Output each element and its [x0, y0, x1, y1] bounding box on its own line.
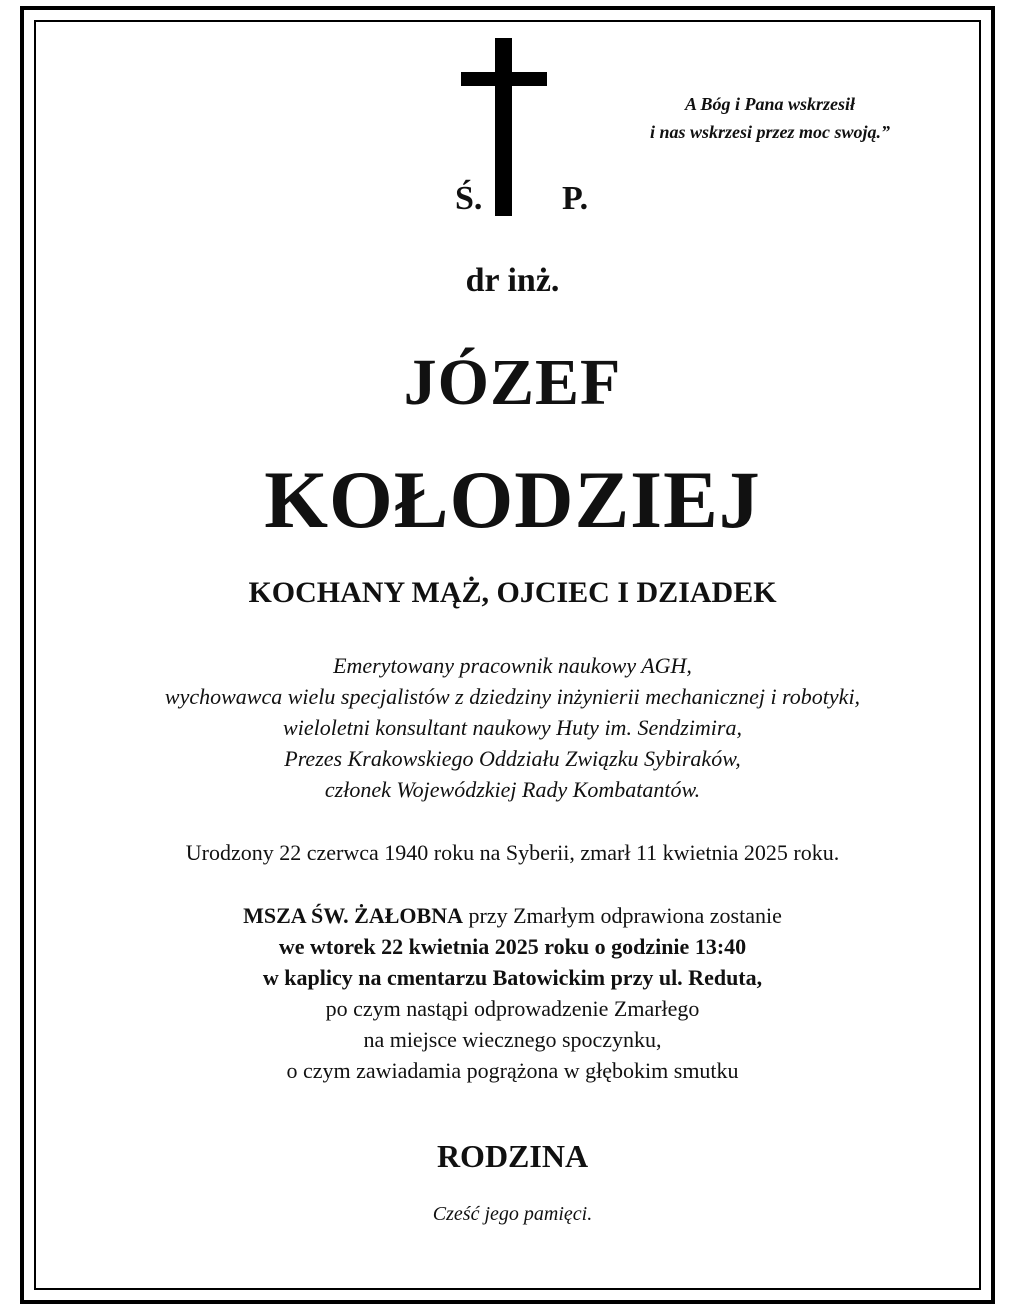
last-name: KOŁODZIEJ [264, 454, 761, 545]
mass-label: MSZA ŚW. ŻAŁOBNA [243, 903, 463, 928]
bio-line: wychowawca wielu specjalistów z dziedziny inżynierii mechanicznej i robotyki, [164, 684, 861, 709]
funeral-line-1 [40, 900, 985, 931]
bio-line: Emerytowany pracownik naukowy AGH, [333, 653, 692, 678]
academic-title: dr inż. [465, 262, 560, 299]
p-letter: P. [562, 180, 589, 217]
bible-quote [580, 90, 960, 146]
mass-text: przy Zmarłym odprawiona zostanie [462, 903, 782, 928]
bio-line: członek Wojewódzkiej Rady Kombatantów. [324, 777, 701, 802]
s-letter: Ś. [455, 180, 483, 217]
funeral-place: w kaplicy na cmentarzu Batowickim przy ul. Reduta, [262, 965, 763, 990]
funeral-line-5: na miejsce wiecznego spoczynku, [363, 1027, 662, 1052]
family-signature: RODZINA [436, 1138, 589, 1174]
family-roles: KOCHANY MĄŻ, OJCIEC I DZIADEK [248, 576, 777, 609]
quote-line-2: i nas wskrzesi przez moc swoją.” [649, 122, 891, 142]
funeral-line-4: po czym nastąpi odprowadzenie Zmarłego [325, 996, 700, 1021]
honor-line: Cześć jego pamięci. [432, 1203, 593, 1225]
bio-line: wieloletni konsultant naukowy Huty im. Sendzimira, [283, 715, 742, 740]
biography [40, 650, 985, 805]
quote-line-1: A Bóg i Pana wskrzesił [684, 94, 856, 114]
funeral-line-6: o czym zawiadamia pogrążona w głębokim smutku [286, 1058, 739, 1083]
life-dates: Urodzony 22 czerwca 1940 roku na Syberii, zmarł 11 kwietnia 2025 roku. [185, 840, 840, 865]
bio-line: Prezes Krakowskiego Oddziału Związku Sybiraków, [284, 746, 741, 771]
first-name: JÓZEF [403, 346, 622, 419]
funeral-info [40, 900, 985, 1086]
funeral-date: we wtorek 22 kwietnia 2025 roku o godzinie 13:40 [278, 934, 747, 959]
